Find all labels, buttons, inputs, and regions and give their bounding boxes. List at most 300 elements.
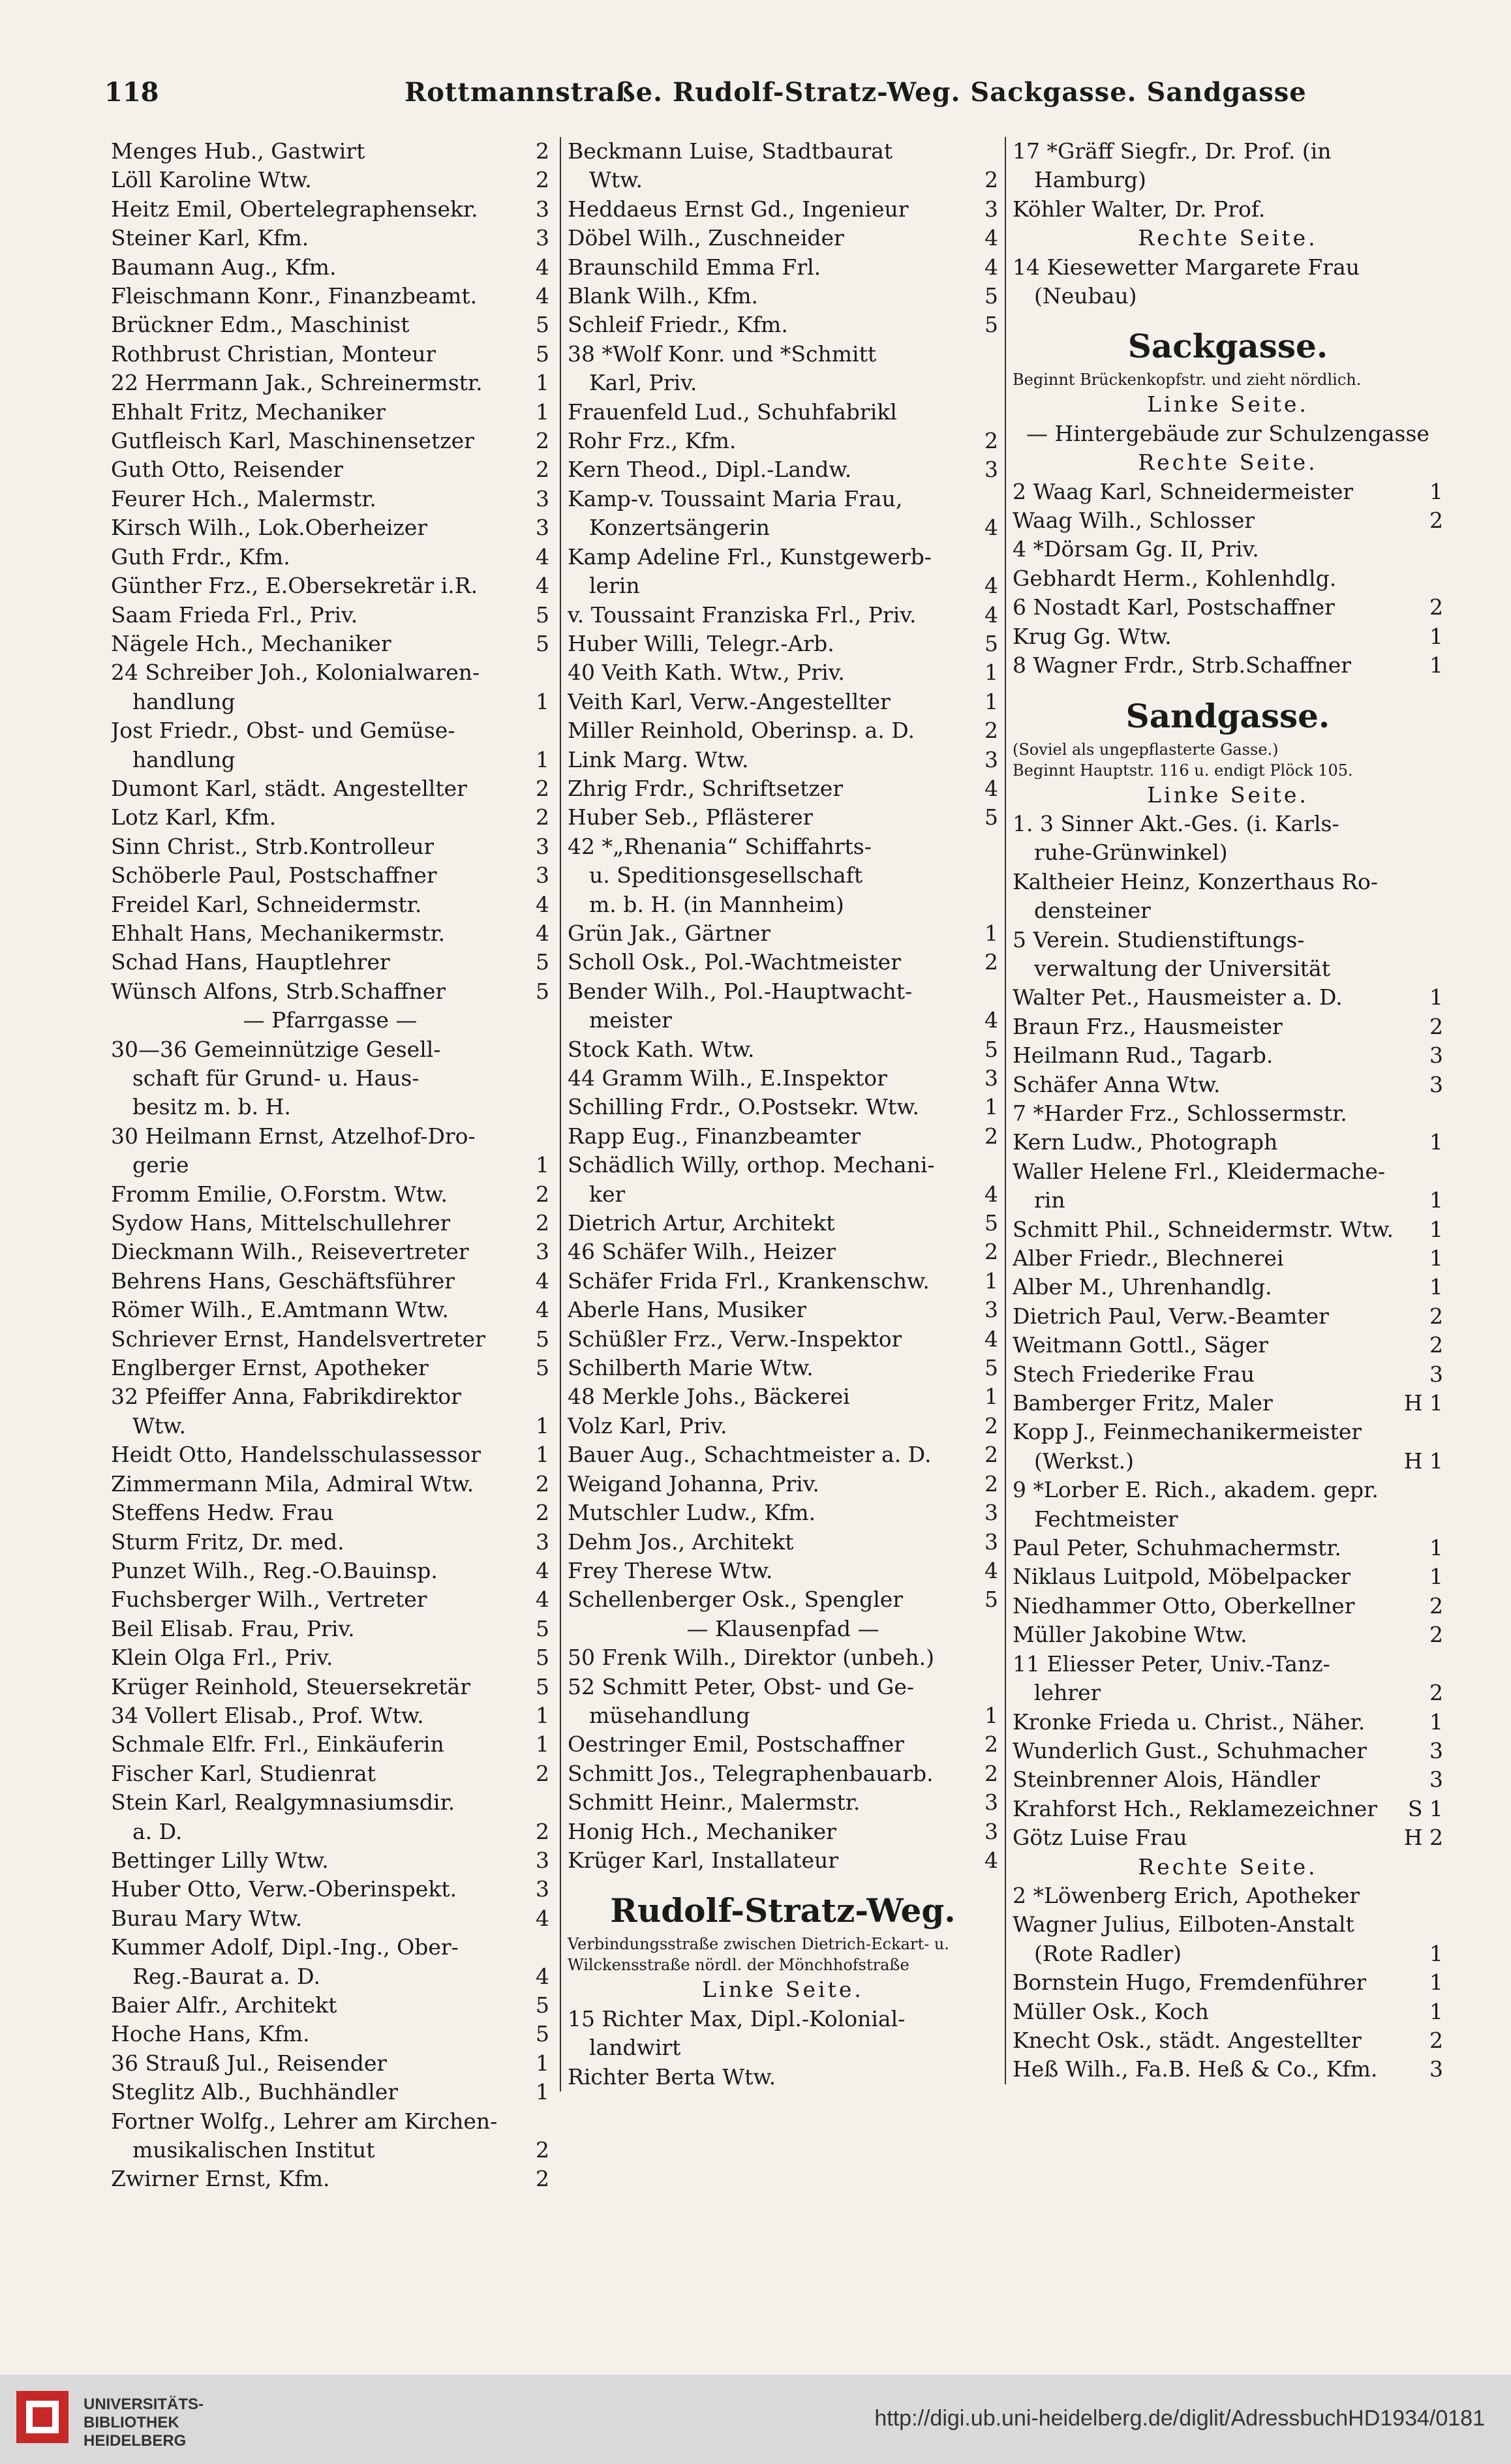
list-item (111, 485, 549, 513)
entry-floor: 2 (984, 1412, 998, 1438)
list-item (568, 601, 998, 630)
list-item (568, 1325, 998, 1354)
list-item (111, 137, 549, 166)
entry-floor: 3 (984, 1789, 998, 1816)
entry-text: Braunschild Emma Frl. (568, 254, 821, 280)
entry-floor: 4 (536, 1587, 549, 1613)
entry-text: Blank Wilh., Kfm. (568, 283, 759, 309)
entry-floor: 1 (1429, 1245, 1443, 1271)
entry-text: Kummer Adolf, Dipl.-Ing., Ober- (111, 1934, 459, 1960)
entry-floor: 2 (984, 1442, 998, 1468)
entry-floor: 4 (536, 543, 549, 570)
entry-floor (1439, 1099, 1443, 1128)
entry-text: 11 Eliesser Peter, Univ.-Tanz- (1013, 1650, 1330, 1677)
entry-text: 7 *Harder Frz., Schlossermstr. (1013, 1100, 1347, 1126)
list-item (111, 1296, 549, 1324)
entry-text: 8 Wagner Frdr., Strb.Schaffner (1013, 652, 1352, 678)
entry-floor: 1 (536, 1702, 549, 1728)
entry-floor (1439, 195, 1443, 224)
entry-text: handlung (111, 746, 236, 772)
list-item (568, 658, 998, 687)
entry-floor: 3 (984, 746, 998, 772)
entry-text: Schellenberger Osk., Spengler (568, 1587, 904, 1613)
list-item (568, 1498, 998, 1527)
side-heading: Linke Seite. (702, 1977, 864, 2003)
entry-text: a. D. (111, 1818, 183, 1844)
entry-text: schaft für Grund- u. Haus- (111, 1065, 420, 1091)
entry-floor: 2 (536, 428, 549, 454)
entry-text: Krüger Karl, Installateur (568, 1847, 838, 1873)
list-item (568, 1006, 998, 1035)
entry-text: Schädlich Willy, orthop. Mechani- (568, 1152, 935, 1178)
entry-text: Waag Wilh., Schlosser (1013, 508, 1255, 534)
entry-floor: 5 (536, 2021, 549, 2047)
entry-floor: 2 (536, 1470, 549, 1497)
list-item (1013, 1939, 1443, 1968)
list-item (1013, 1620, 1443, 1649)
entry-floor: 3 (1429, 2056, 1443, 2082)
list-item (568, 746, 998, 774)
list-item (1013, 1128, 1443, 1157)
entry-floor: 1 (536, 1442, 549, 1468)
entry-text: 30—36 Gemeinnützige Gesell- (111, 1036, 441, 1062)
entry-text: Punzet Wilh., Reg.-O.Bauinsp. (111, 1557, 438, 1583)
entry-text: Baier Alfr., Architekt (111, 1992, 337, 2018)
entry-floor: 4 (984, 1847, 998, 1873)
entry-floor (545, 1093, 549, 1121)
list-item (111, 1875, 549, 1904)
entry-text: Walter Pet., Hausmeister a. D. (1013, 984, 1343, 1011)
entry-floor: 5 (536, 1326, 549, 1352)
entry-text: 50 Frenk Wilh., Direktor (unbeh.) (568, 1645, 934, 1671)
page-header (104, 77, 1409, 116)
list-item (111, 224, 549, 252)
entry-text: Kern Ludw., Photograph (1013, 1129, 1278, 1155)
entry-floor (1439, 1650, 1443, 1679)
list-item (568, 1673, 998, 1701)
entry-floor: 1 (536, 688, 549, 714)
entry-text: Krüger Reinhold, Steuersekretär (111, 1673, 470, 1699)
entry-text: Dieckmann Wilh., Reisevertreter (111, 1239, 469, 1265)
entry-floor: 1 (984, 920, 998, 946)
entry-floor: 4 (536, 283, 549, 309)
entry-text: Schad Hans, Hauptlehrer (111, 949, 390, 975)
entry-text: Heilmann Rud., Tagarb. (1013, 1042, 1274, 1069)
entry-floor (994, 543, 998, 571)
list-item (111, 2020, 549, 2048)
entry-text: 46 Schäfer Wilh., Heizer (568, 1239, 836, 1265)
entry-floor: 5 (536, 949, 549, 975)
entry-text: Klein Olga Frl., Priv. (111, 1645, 333, 1671)
entry-text: Schöberle Paul, Postschaffner (111, 862, 437, 889)
entry-floor (994, 977, 998, 1006)
entry-text: Karl, Priv. (568, 370, 697, 396)
list-item (111, 746, 549, 774)
entry-floor (545, 1788, 549, 1817)
entry-floor (1439, 926, 1443, 954)
entry-text: Heitz Emil, Obertelegraphensekr. (111, 196, 478, 222)
list-item (1013, 506, 1443, 535)
list-item: — Pfarrgasse — (243, 1007, 418, 1033)
entry-text: Frey Therese Wtw. (568, 1557, 773, 1583)
entry-floor: 4 (536, 920, 549, 946)
list-item (568, 137, 998, 166)
entry-floor: 3 (984, 1500, 998, 1526)
entry-floor: 5 (536, 312, 549, 338)
list-item (111, 1846, 549, 1875)
entry-floor: 3 (536, 1847, 549, 1873)
entry-floor: 1 (984, 660, 998, 686)
entry-text: Saam Frieda Frl., Priv. (111, 601, 358, 628)
list-item (111, 716, 549, 745)
entry-floor (994, 2063, 998, 2091)
entry-text: Brückner Edm., Maschinist (111, 312, 410, 338)
entry-text: Jost Friedr., Obst- und Gemüse- (111, 718, 455, 744)
entry-text: Guth Otto, Reisender (111, 457, 344, 483)
list-item (111, 2136, 549, 2165)
entry-text: Zhrig Frdr., Schriftsetzer (568, 775, 844, 801)
list-item (111, 861, 549, 890)
entry-text: Feurer Hch., Malermstr. (111, 485, 376, 511)
list-item (1013, 1679, 1443, 1707)
entry-text: 14 Kiesewetter Margarete Frau (1013, 254, 1360, 280)
entry-text: Ehhalt Hans, Mechanikermstr. (111, 920, 446, 946)
list-item (568, 1788, 998, 1817)
entry-floor: 1 (1429, 984, 1443, 1011)
entry-text: Köhler Walter, Dr. Prof. (1013, 196, 1266, 222)
entry-text: v. Toussaint Franziska Frl., Priv. (568, 601, 917, 628)
entry-floor: 3 (536, 862, 549, 889)
entry-floor: 3 (984, 457, 998, 483)
list-item (111, 1991, 549, 2020)
entry-floor: 3 (536, 1239, 549, 1265)
entry-floor (545, 1382, 549, 1411)
list-item (111, 2078, 549, 2107)
side-heading: Rechte Seite. (1138, 449, 1318, 476)
entry-text: Hoche Hans, Kfm. (111, 2021, 310, 2047)
list-item (1013, 1737, 1443, 1765)
entry-floor: 2 (536, 167, 549, 193)
entry-text: Heidt Otto, Handelsschulassessor (111, 1442, 481, 1468)
list-item (1013, 1881, 1443, 1910)
list-item (1013, 1708, 1443, 1737)
list-item (568, 1151, 998, 1179)
entry-floor: H 1 (1403, 1448, 1443, 1474)
list-item: — Klausenpfad — (686, 1615, 879, 1641)
entry-text: Honig Hch., Mechaniker (568, 1818, 836, 1844)
list-item (111, 1701, 549, 1730)
sandgasse-entries (1013, 810, 1443, 1853)
column-2 (560, 137, 998, 2091)
list-item (568, 1122, 998, 1151)
list-item (111, 311, 549, 339)
list-item (568, 630, 998, 658)
entry-floor: 4 (536, 254, 549, 280)
entry-floor: 4 (536, 1963, 549, 1989)
entry-text: Schmale Elfr. Frl., Einkäuferin (111, 1731, 444, 1757)
entry-text: Dehm Jos., Architekt (568, 1529, 794, 1555)
entry-floor: 2 (984, 1123, 998, 1149)
entry-text: Waller Helene Frl., Kleidermache- (1013, 1158, 1386, 1184)
entry-floor: 1 (1429, 1998, 1443, 2024)
entry-text: 36 Strauß Jul., Reisender (111, 2050, 388, 2076)
list-item (111, 2107, 549, 2136)
entry-text: Freidel Karl, Schneidermstr. (111, 891, 422, 917)
entry-text: Lotz Karl, Kfm. (111, 804, 277, 830)
entry-floor: 2 (536, 2166, 549, 2192)
list-item (111, 688, 549, 716)
list-item (1013, 1041, 1443, 1070)
entry-floor: 2 (1429, 2027, 1443, 2053)
entry-text: gerie (111, 1152, 189, 1178)
entry-floor: 5 (984, 283, 998, 309)
list-item (111, 1470, 549, 1498)
entry-floor: 3 (984, 196, 998, 222)
entry-floor (1439, 137, 1443, 166)
entry-floor (1439, 810, 1443, 838)
list-item (1013, 166, 1443, 194)
list-item (568, 513, 998, 542)
entry-text: 40 Veith Kath. Wtw., Priv. (568, 660, 845, 686)
entry-floor (994, 369, 998, 397)
entry-text: Sydow Hans, Mittelschullehrer (111, 1210, 451, 1236)
entry-text: Niedhammer Otto, Oberkellner (1013, 1592, 1355, 1619)
entry-text: lerin (568, 573, 640, 599)
list-item (111, 919, 549, 948)
list-item (568, 195, 998, 224)
entry-floor: 5 (984, 1355, 998, 1381)
entry-floor: 1 (1429, 1187, 1443, 1213)
entry-text: Bauer Aug., Schachtmeister a. D. (568, 1442, 932, 1468)
entry-floor: 5 (984, 1210, 998, 1236)
entry-text: Oestringer Emil, Postschaffner (568, 1731, 905, 1757)
list-item (568, 1470, 998, 1498)
entry-text: Ehhalt Fritz, Mechaniker (111, 399, 386, 425)
list-item (568, 2063, 998, 2091)
entry-floor: 2 (1429, 1303, 1443, 1329)
list-item (1013, 478, 1443, 506)
entry-text: Behrens Hans, Geschäftsführer (111, 1268, 455, 1294)
entry-text: u. Speditionsgesellschaft (568, 862, 863, 889)
entry-text: Bettinger Lilly Wtw. (111, 1847, 329, 1873)
entry-text: verwaltung der Universität (1013, 955, 1330, 981)
entry-floor: 4 (984, 1557, 998, 1583)
list-item (568, 1528, 998, 1557)
list-item (111, 427, 549, 455)
entry-text: Steglitz Alb., Buchhändler (111, 2079, 399, 2105)
entry-floor: 3 (536, 225, 549, 251)
entry-floor: 4 (536, 1905, 549, 1931)
entry-floor (1439, 838, 1443, 867)
entry-text: Beckmann Luise, Stadtbaurat (568, 138, 893, 164)
entry-floor: 1 (1429, 478, 1443, 504)
entry-floor: 1 (1429, 652, 1443, 678)
entry-text: Stech Friederike Frau (1013, 1361, 1255, 1387)
entry-floor: 4 (984, 515, 998, 541)
entry-text: Miller Reinhold, Oberinsp. a. D. (568, 718, 915, 744)
entry-text: 38 *Wolf Konr. und *Schmitt (568, 341, 877, 367)
list-item (568, 253, 998, 282)
entry-text: Weitmann Gottl., Säger (1013, 1332, 1269, 1358)
list-item (1013, 593, 1443, 622)
entry-text: Baumann Aug., Kfm. (111, 254, 337, 280)
entry-floor: 1 (536, 1152, 549, 1178)
list-item (111, 1730, 549, 1759)
side-heading: Rechte Seite. (1138, 1853, 1318, 1879)
list-item (568, 948, 998, 977)
list-item (1013, 983, 1443, 1012)
entry-floor: 3 (984, 1818, 998, 1844)
list-item (1013, 651, 1443, 680)
entry-floor: 3 (984, 1297, 998, 1323)
list-item (568, 224, 998, 252)
list-item (568, 861, 998, 890)
entry-text: Kamp-v. Toussaint Maria Frau, (568, 485, 903, 511)
entry-floor: 1 (984, 1702, 998, 1728)
entry-floor: 2 (536, 457, 549, 483)
entry-floor: 2 (536, 775, 549, 801)
entry-floor: 4 (984, 775, 998, 801)
entry-floor: 1 (536, 370, 549, 396)
entry-floor: 2 (1429, 1013, 1443, 1039)
list-item (111, 1093, 549, 1121)
list-item (1013, 1360, 1443, 1389)
entry-floor: 1 (1429, 1709, 1443, 1735)
entry-floor (1439, 896, 1443, 925)
list-item (111, 2165, 549, 2193)
list-item (1013, 838, 1443, 867)
entry-text: 17 *Gräff Siegfr., Dr. Prof. (in (1013, 138, 1332, 164)
list-item (111, 1557, 549, 1585)
street-description: Beginnt Brückenkopfstr. und zieht nördlich. (1013, 371, 1362, 389)
entry-text: 2 Waag Karl, Schneidermeister (1013, 478, 1354, 504)
list-item (568, 1818, 998, 1846)
entry-floor: 2 (536, 1181, 549, 1207)
list-item (1013, 1795, 1443, 1823)
entry-floor: 2 (984, 1760, 998, 1786)
entry-floor (994, 1643, 998, 1672)
entry-floor: 2 (536, 1210, 549, 1236)
list-item (568, 1440, 998, 1469)
list-item (111, 1933, 549, 1962)
entry-floor (994, 2033, 998, 2062)
list-item (111, 890, 549, 919)
list-item (1013, 954, 1443, 983)
list-item (111, 1818, 549, 1846)
list-item (1013, 868, 1443, 896)
list-item (1013, 1765, 1443, 1794)
list-item (1013, 535, 1443, 564)
entry-floor: 1 (536, 399, 549, 425)
entry-floor: 5 (984, 312, 998, 338)
entry-text: rin (1013, 1187, 1065, 1213)
entry-text: 34 Vollert Elisab., Prof. Wtw. (111, 1702, 424, 1728)
entry-floor: 4 (536, 891, 549, 917)
entry-text: 1. 3 Sinner Akt.-Ges. (i. Karls- (1013, 810, 1339, 836)
entry-floor: 1 (536, 2079, 549, 2105)
list-item (568, 774, 998, 803)
list-item (111, 1412, 549, 1440)
entry-text: Müller Jakobine Wtw. (1013, 1622, 1247, 1648)
entry-floor: 2 (1429, 1332, 1443, 1358)
entry-floor: 2 (1429, 594, 1443, 620)
entry-text: Bornstein Hugo, Fremdenführer (1013, 1970, 1367, 1996)
library-name-line: BIBLIOTHEK (84, 2414, 179, 2431)
entry-text: Schäfer Anna Wtw. (1013, 1071, 1221, 1097)
list-item (1013, 137, 1443, 166)
entry-floor: 3 (536, 1529, 549, 1555)
list-item (111, 1180, 549, 1209)
list-item (111, 513, 549, 542)
street-title-sandgasse: Sandgasse. (1125, 696, 1330, 735)
entry-floor (1439, 166, 1443, 194)
entry-floor: 5 (536, 341, 549, 367)
entry-text: Zwirner Ernst, Kfm. (111, 2166, 330, 2192)
list-item (568, 369, 998, 397)
entry-floor (545, 658, 549, 687)
entry-text: 52 Schmitt Peter, Obst- und Ge- (568, 1673, 915, 1699)
entry-floor: 1 (1429, 1564, 1443, 1590)
entry-floor: 3 (984, 1529, 998, 1555)
entry-text: Löll Karoline Wtw. (111, 167, 312, 193)
source-url-link[interactable]: http://digi.ub.uni-heidelberg.de/diglit/AdressbuchHD1934/0181 (874, 2406, 1485, 2431)
entry-floor (1439, 1910, 1443, 1939)
list-item (1013, 1331, 1443, 1360)
list-item (111, 398, 549, 427)
entry-text: Rapp Eug., Finanzbeamter (568, 1123, 861, 1149)
entry-text: Huber Seb., Pflästerer (568, 804, 814, 830)
entry-floor: 2 (536, 1500, 549, 1526)
street-title-sackgasse: Sackgasse. (1127, 327, 1328, 366)
entry-text: Zimmermann Mila, Admiral Wtw. (111, 1470, 474, 1497)
entry-text: (Rote Radler) (1013, 1940, 1182, 1966)
list-item (111, 1585, 549, 1614)
entry-text: Schilberth Marie Wtw. (568, 1355, 814, 1381)
list-item (1013, 1562, 1443, 1591)
entry-text: Scholl Osk., Pol.-Wachtmeister (568, 949, 901, 975)
entry-text: Wagner Julius, Eilboten-Anstalt (1013, 1911, 1354, 1938)
entry-floor: 2 (536, 804, 549, 830)
entry-text: Rohr Frz., Kfm. (568, 428, 737, 454)
entry-floor (545, 1064, 549, 1093)
entry-floor: 2 (536, 2137, 549, 2163)
entry-text: Fleischmann Konr., Finanzbeamt. (111, 283, 478, 309)
entry-text: Römer Wilh., E.Amtmann Wtw. (111, 1297, 449, 1323)
list-item (111, 601, 549, 630)
list-item (568, 1354, 998, 1382)
entry-floor (1439, 1476, 1443, 1504)
list-item (568, 543, 998, 571)
entry-text: Mutschler Ludw., Kfm. (568, 1500, 816, 1526)
list-item (1013, 2026, 1443, 2055)
list-item (1013, 564, 1443, 593)
entry-floor (545, 2107, 549, 2136)
entry-floor: 5 (536, 1645, 549, 1671)
street-description: Verbindungsstraße zwischen Dietrich-Eckart- u. Wilckensstraße nördl. der Mönchhofstraße (568, 1935, 949, 1975)
entry-text: Knecht Osk., städt. Angestellter (1013, 2027, 1362, 2053)
entry-text: 5 Verein. Studienstiftungs- (1013, 926, 1305, 952)
entry-text: Stock Kath. Wtw. (568, 1036, 755, 1062)
entry-floor: 4 (536, 1268, 549, 1294)
list-item (111, 658, 549, 687)
entry-floor (1439, 1157, 1443, 1186)
entry-text: Rothbrust Christian, Monteur (111, 341, 436, 367)
entry-floor: 1 (536, 1731, 549, 1757)
entry-text: Englberger Ernst, Apotheker (111, 1355, 429, 1381)
entry-text: Steinbrenner Alois, Händler (1013, 1767, 1320, 1793)
list-item (568, 311, 998, 339)
library-logo-icon (13, 2388, 72, 2446)
